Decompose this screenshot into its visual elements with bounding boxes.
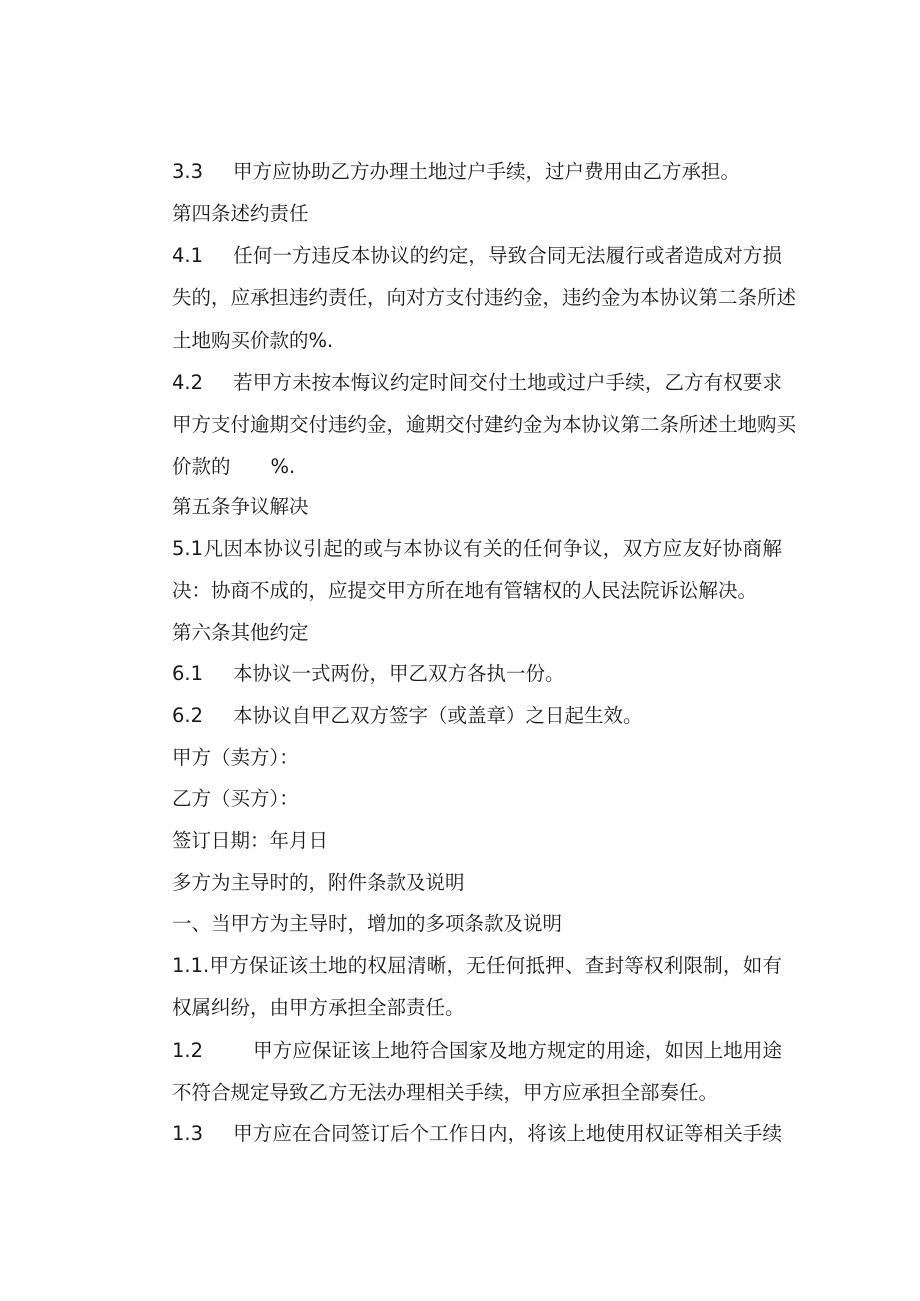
clause-5-1-line-2: 决：协商不成的，应提交甲方所在地有管辖权的人民法院诉讼解决。 xyxy=(172,579,758,602)
clause-text: 本协议一式两份，甲乙双方各执一份。 xyxy=(233,662,565,685)
clause-4-2-line-1 xyxy=(172,370,782,396)
clause-number: 6.1 xyxy=(172,662,204,685)
clause-number: 1.3 xyxy=(172,1122,204,1145)
article-5-heading: 第五条争议解决 xyxy=(172,495,309,518)
sign-date: 签订日期：年月日 xyxy=(172,829,329,852)
annex-title: 多方为主导时的，附件条款及说明 xyxy=(172,871,465,894)
party-a-signature-line: 甲方（卖方）： xyxy=(172,746,299,769)
clause-number: 4.1 xyxy=(172,244,204,267)
clause-6-1 xyxy=(172,661,782,687)
clause-number: 3.3 xyxy=(172,160,204,183)
clause-text: 价款的 xyxy=(172,455,231,478)
clause-text: %. xyxy=(270,455,296,478)
clause-1-2-line-1 xyxy=(172,1038,782,1064)
party-b-signature-line: 乙方（买方）： xyxy=(172,787,299,810)
article-6-heading: 第六条其他约定 xyxy=(172,621,309,644)
clause-4-1-line-3: 土地购买价款的%. xyxy=(172,329,334,352)
article-4-heading: 第四条述约责任 xyxy=(172,202,309,225)
clause-1-3-line-1 xyxy=(172,1121,782,1147)
clause-3-3 xyxy=(172,159,782,185)
clause-5-1-line-1: 5.1凡因本协议引起的或与本协议有关的任何争议，双方应友好协商解 xyxy=(172,537,782,560)
clause-text: 甲方应保证该上地符合国家及地方规定的用途，如因上地用途 xyxy=(253,1039,782,1062)
clause-number: 6.2 xyxy=(172,704,204,727)
clause-1-2-line-2: 不符合规定导致乙方无法办理相关手续，甲方应承担全部奏任。 xyxy=(172,1081,719,1104)
clause-6-2 xyxy=(172,703,782,729)
clause-text: 若甲方未按本悔议约定时间交付土地或过户手续，乙方有权要求 xyxy=(233,371,782,394)
clause-1-1-line-2: 权属纠纷，由甲方承担全部责任。 xyxy=(172,996,465,1019)
clause-1-1-line-1: 1.1.甲方保证该土地的权屈清晰，无任何抵押、查封等权利限制，如有 xyxy=(172,954,782,977)
clause-4-2-line-3 xyxy=(172,454,782,480)
clause-text: 甲方应在合同签订后个工作日内，将该上地使用权证等相关手续 xyxy=(233,1122,782,1145)
clause-text: 本协议自甲乙双方签字（或盖章）之日起生效。 xyxy=(233,704,643,727)
clause-4-1-line-1 xyxy=(172,243,782,269)
clause-4-1-line-2: 失的，应承担违约责任，向对方支付违约金，违约金为本协议第二条所述 xyxy=(172,286,797,309)
clause-number: 4.2 xyxy=(172,371,204,394)
section-1-title: 一、当甲方为主导时，增加的多项条款及说明 xyxy=(172,912,563,935)
clause-text: 甲方应协助乙方办理土地过户手续，过户费用由乙方承担。 xyxy=(233,160,741,183)
clause-text: 任何一方违反本协议的约定，导致合同无法履行或者造成对方损 xyxy=(233,244,782,267)
clause-4-2-line-2: 甲方支付逾期交付违约金，逾期交付建约金为本协议第二条所述土地购买 xyxy=(172,413,797,436)
clause-number: 1.2 xyxy=(172,1039,204,1062)
